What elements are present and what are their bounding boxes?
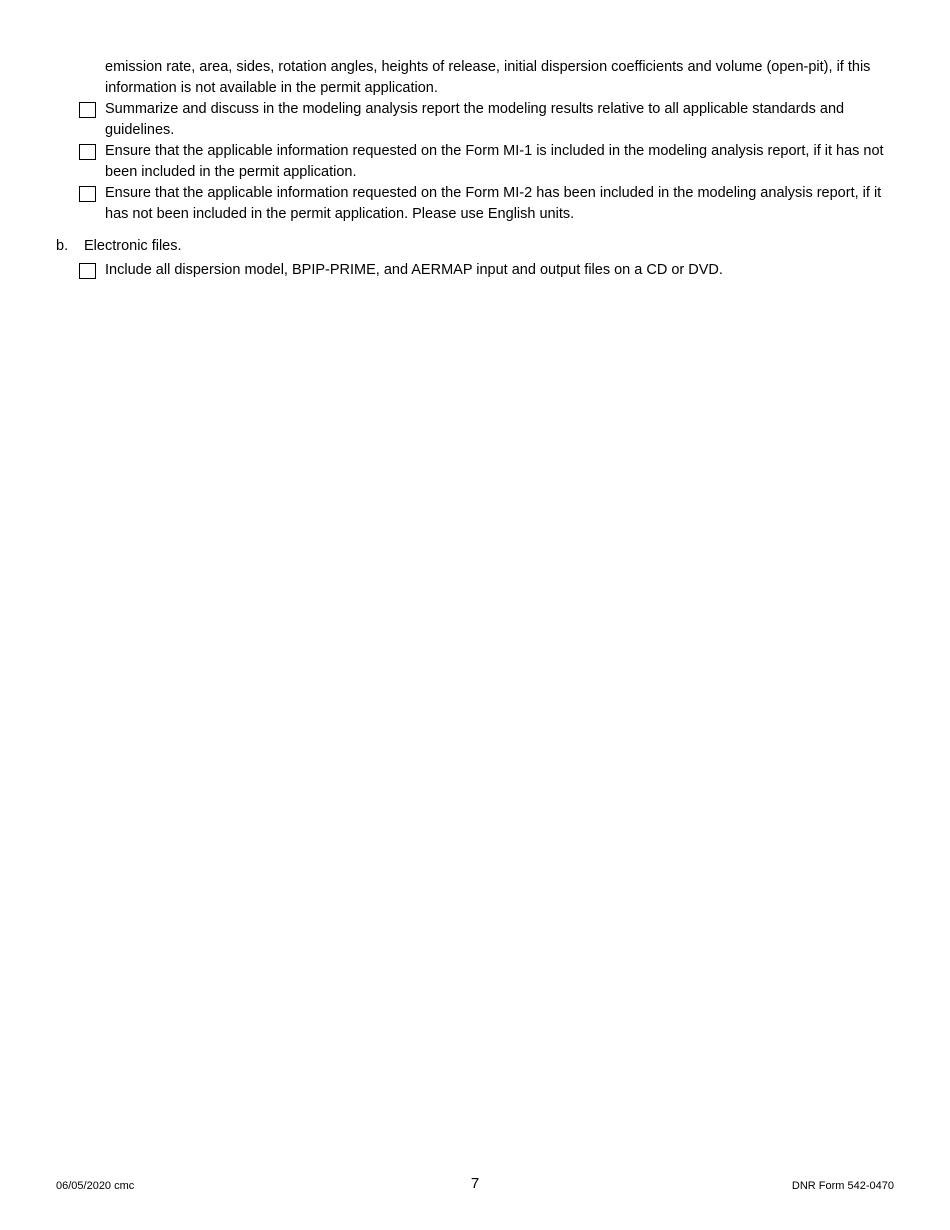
checklist-item-electronic-files [105,260,895,281]
checklist-item-form-mi-2 [105,183,895,224]
section-title: Electronic files. [84,238,182,254]
footer-date: 06/05/2020 cmc [56,1180,135,1192]
continuation-paragraph: emission rate, area, sides, rotation angles, heights of release, initial dispersion coefficients and volume (open-pit), if this information is not available in the permit application. [105,59,871,96]
checklist-item-text: Summarize and discuss in the modeling analysis report the modeling results relative to all applicable standards and guidelines. [105,101,845,138]
checkbox-electronic-files[interactable] [79,263,96,279]
checklist-item-text: Include all dispersion model, BPIP-PRIME, and AERMAP input and output files on a CD or DVD. [105,261,723,278]
checkbox-summarize-results[interactable] [79,102,96,118]
footer-form-id: DNR Form 542-0470 [791,1180,894,1192]
page-footer [0,1175,950,1199]
checkbox-form-mi-1[interactable] [79,144,96,160]
checklist-item-summarize-results [105,99,895,140]
checklist-item-text: Ensure that the applicable information requested on the Form MI-1 is included in the modeling analysis report, if it has not been included in the permit application. [105,143,884,180]
document-body [0,57,950,280]
checklist-item-form-mi-1 [105,141,895,182]
section-letter: b. [56,238,69,254]
section-b-heading [56,236,950,257]
page-number: 7 [470,1175,480,1192]
checkbox-form-mi-2[interactable] [79,186,96,202]
checklist-item-text: Ensure that the applicable information requested on the Form MI-2 has been included in the modeling analysis report, if it has not been included in the permit application. Please use English units. [105,185,882,222]
